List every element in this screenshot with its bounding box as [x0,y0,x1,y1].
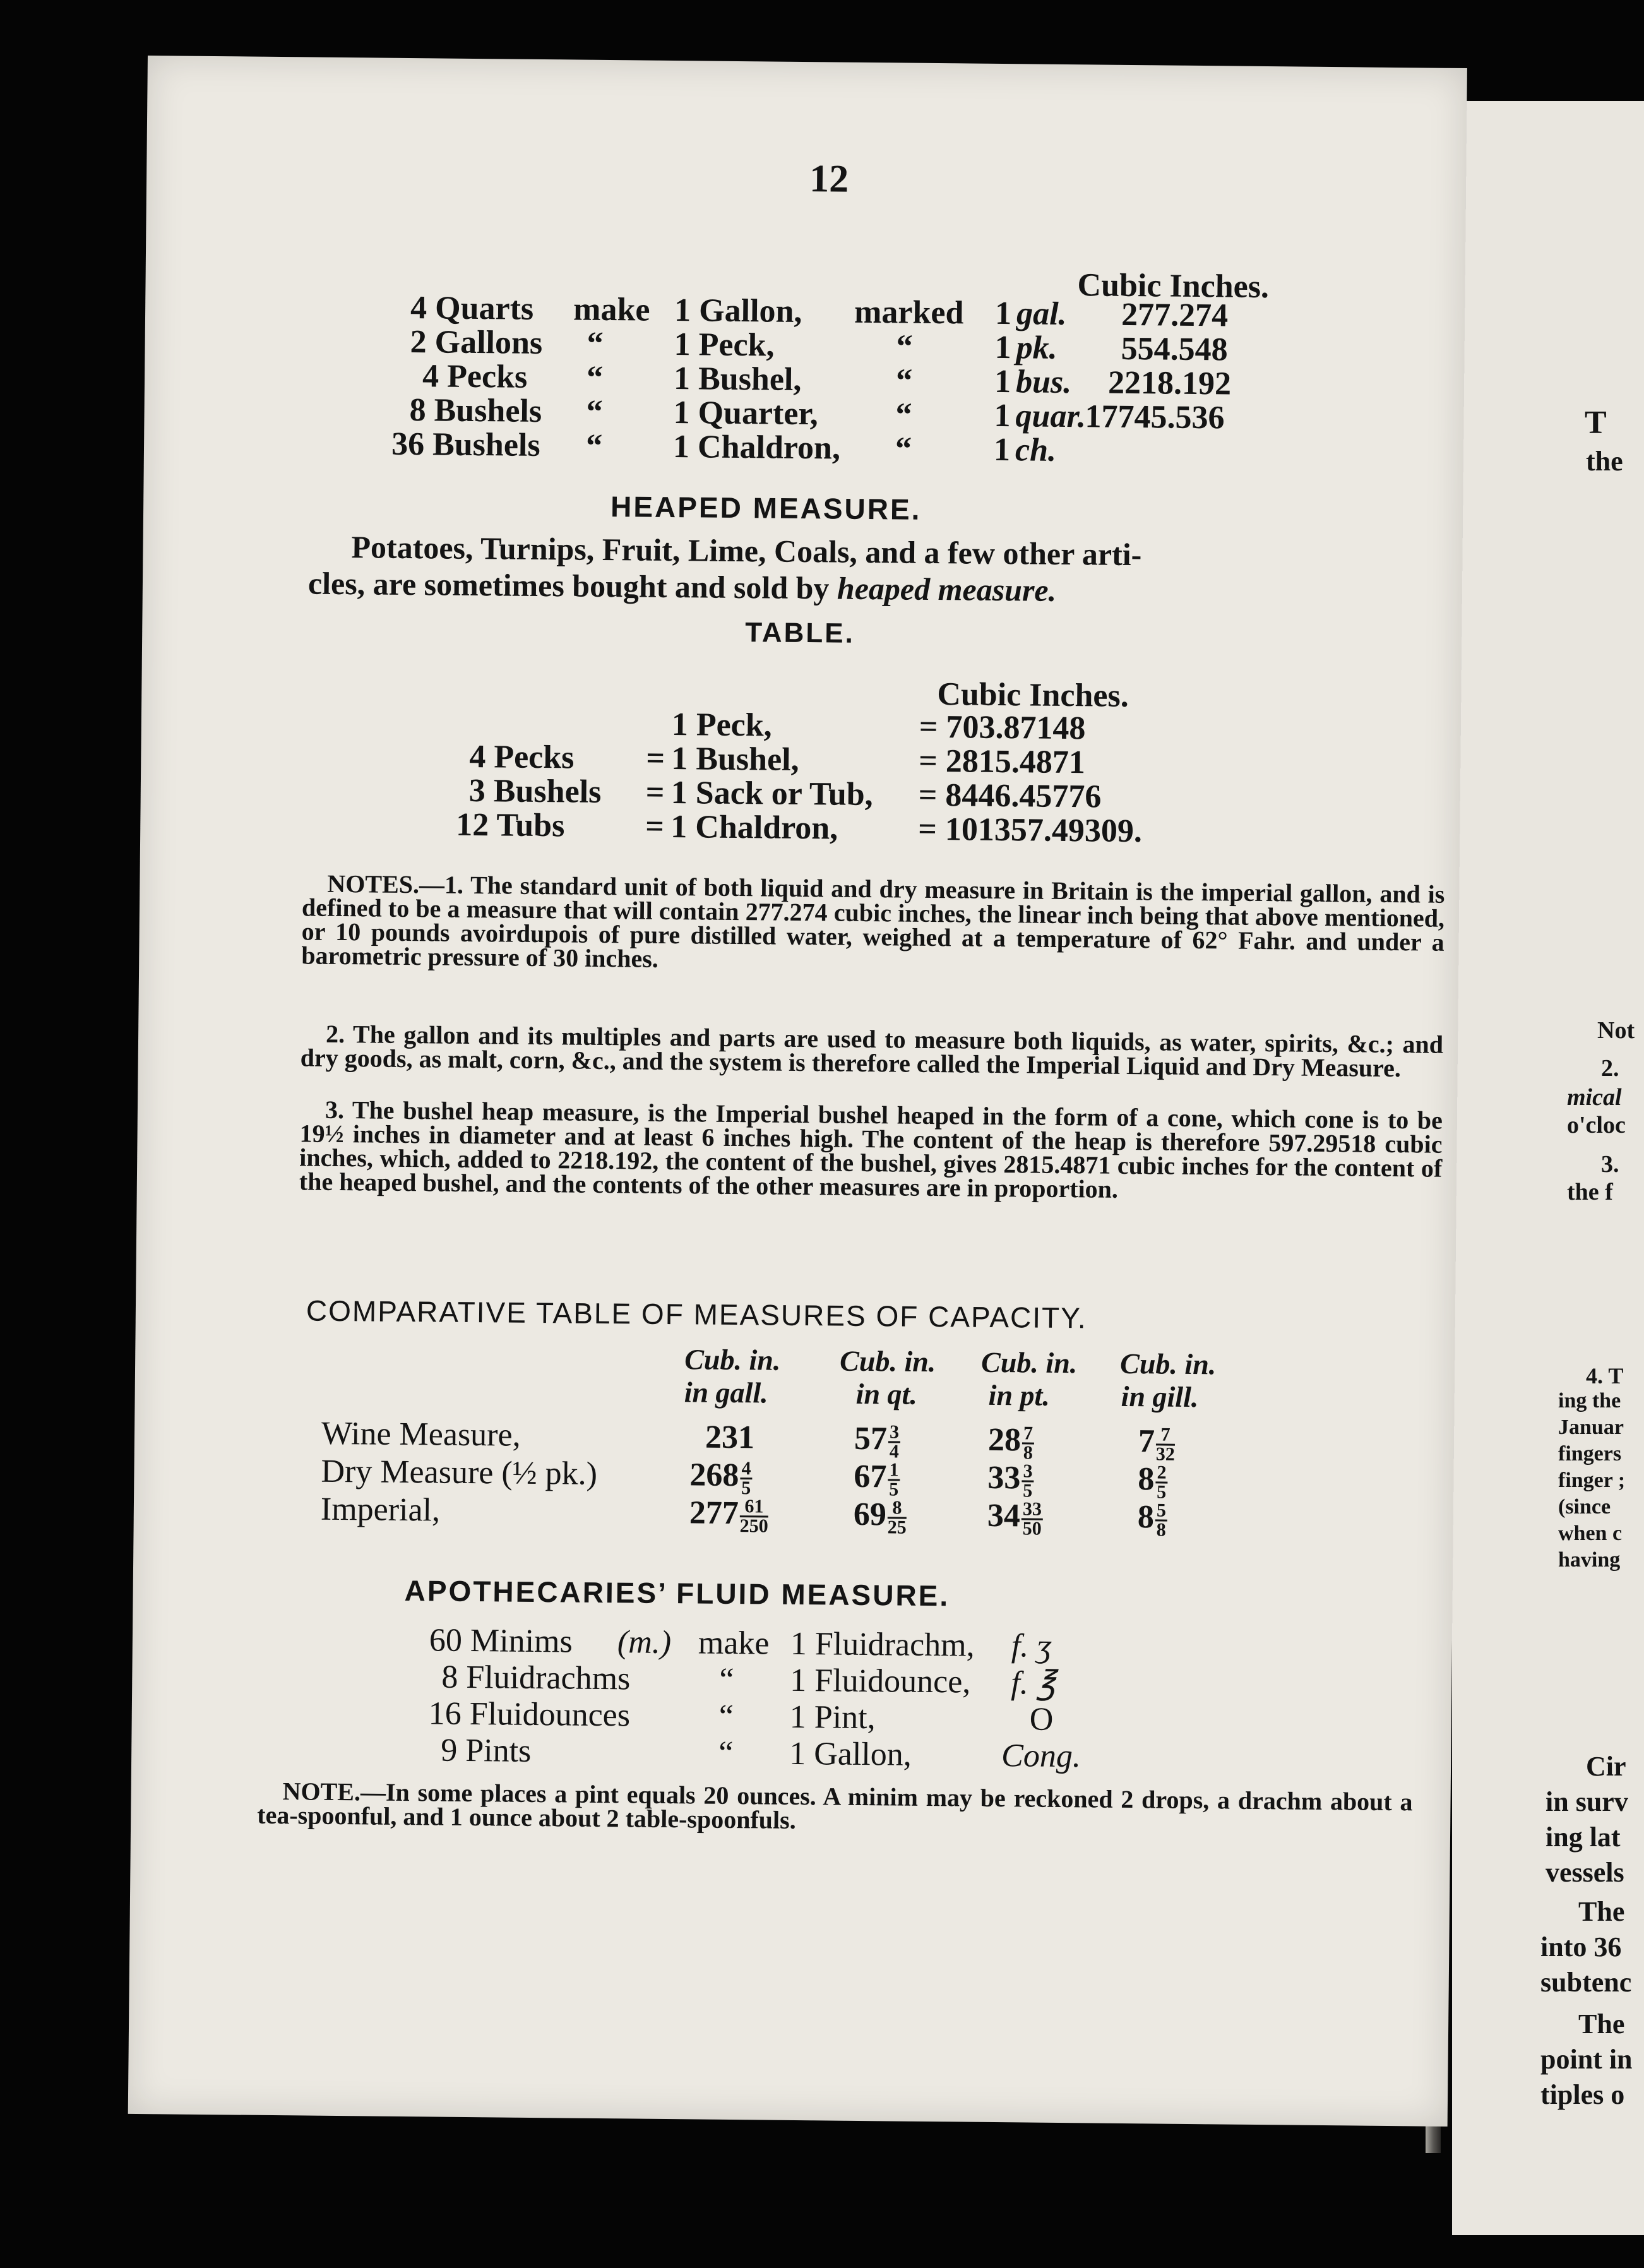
unit: 1 Fluidounce, [790,1662,971,1700]
qty: 4 Quarts [410,290,534,327]
heaped-intro-line-1: Potatoes, Turnips, Fruit, Lime, Coals, and a few other arti- [351,529,1142,573]
denominator: 50 [1022,1517,1042,1539]
denominator: 8 [1156,1519,1166,1541]
adjacent-line: 3. [1601,1151,1619,1178]
abbr: gal. [1016,295,1067,332]
adjacent-line: vessels [1546,1857,1624,1888]
value-pt [988,1421,1035,1462]
abbr-count: 1 [993,431,1011,469]
qty: 8 Bushels [409,392,542,430]
denominator: 8 [1023,1441,1033,1464]
numerator: 61 [740,1498,768,1517]
unit: 1 Chaldron, [672,429,841,467]
col-header-pt: Cub. in. [980,1346,1078,1380]
marked: “ [895,397,912,433]
qty: 36 Bushels [391,426,540,463]
symbol: f. ℥ [1011,1665,1056,1702]
unit: 1 Bushel, [673,361,802,398]
whole: 69 [853,1496,887,1533]
adjacent-page [1452,101,1644,2235]
abbr: bus. [1015,364,1072,401]
col-header-gall [684,1342,781,1376]
numerator: 4 [740,1460,752,1479]
value-qt [854,1458,900,1498]
unit: 1 Gallon, [789,1735,912,1773]
unit: 1 Gallon, [674,292,802,330]
symbol: O [1029,1701,1054,1738]
cubic-inches: = 101357.49309. [918,811,1143,850]
whole: 67 [854,1458,887,1495]
heaped-intro-line-2 [308,564,1057,608]
note-1: NOTES.—1. The standard unit of both liquid and dry measure in Britain is the imperial gallon, and is defined to be a measure that will contain 277.274 cubic inches, the linear inch being that above mentioned, or 10 pounds avoirdupois of pure distilled water, weighed at a temperature of 62° Fahr. and under a barometric pressure of 30 inches. [301,869,1445,973]
qty: 8 Fluidrachms [441,1659,631,1697]
adjacent-line: having [1558,1548,1621,1572]
adjacent-line: ing the [1558,1389,1621,1412]
unit: 1 Pint, [789,1698,876,1736]
unit: 1 Chaldron, [670,809,838,847]
denominator: 25 [887,1516,907,1538]
adjacent-line: in surv [1546,1786,1628,1817]
adjacent-line: mical [1567,1084,1622,1111]
unit: 1 Peck, [674,326,775,364]
adjacent-line: (since [1558,1495,1611,1519]
numerator: 2 [1155,1464,1167,1483]
denominator: 5 [889,1478,899,1500]
cubic-inches: = 2815.4871 [919,743,1086,781]
adjacent-line: into 36 [1540,1931,1622,1962]
row-label: Wine Measure, [321,1415,521,1453]
adjacent-line: The [1578,1896,1625,1927]
adjacent-line: Cir [1586,1751,1626,1782]
unit: 1 Peck, [671,707,772,744]
adjacent-line: Not [1597,1017,1635,1044]
adjacent-line: ing lat [1546,1822,1621,1853]
adjacent-line: 4. T [1586,1363,1624,1388]
numerator: 5 [1155,1501,1167,1521]
qty: 9 Pints [440,1732,532,1769]
whole: 8 [1137,1499,1155,1536]
heaped-intro-text: cles, are sometimes bought and sold by [307,565,830,606]
numerator: 3 [1022,1462,1033,1482]
denominator: 5 [741,1477,751,1498]
qty: 4 Pecks [422,358,528,395]
fraction [1022,1500,1044,1537]
qty: 2 Gallons [410,324,543,362]
comparative-title: COMPARATIVE TABLE OF MEASURES OF CAPACITY. [306,1294,1087,1335]
page-number: 12 [809,157,849,201]
numerator: 7 [1156,1426,1175,1445]
cubic-inches: 554.548 [1121,330,1228,368]
adjacent-line: Januar [1558,1416,1624,1439]
qty: 12 Tubs [456,806,565,844]
numerator: 33 [1022,1500,1043,1520]
value-gill [1138,1498,1168,1539]
operator: “ [718,1698,734,1735]
adjacent-line: 2. [1601,1055,1619,1082]
abbr: ch. [1015,432,1057,469]
adjacent-line: the [1586,446,1623,477]
cubic-inches: = 703.87148 [919,708,1086,747]
marked: “ [896,328,913,365]
book-page [128,56,1467,2127]
whole: 8 [1138,1461,1155,1498]
col-header-qt: Cub. in. [839,1344,936,1378]
adjacent-line: finger ; [1558,1469,1626,1492]
row-label: Dry Measure (½ pk.) [321,1453,598,1492]
fraction [739,1495,769,1537]
denominator: 250 [739,1515,768,1537]
denominator: 32 [1155,1443,1175,1465]
note-3: 3. The bushel heap measure, is the Imperial bushel heaped in the form of a cone, which cone is to be 19½ inches in diameter and at least 6 inches high. The content of the heap is therefore 597.29518 cubic inches, which, added to 2218.192, the content of the bushel, gives 2815.4871 cubic inches for the content of the heaped bushel, and the contents of the other measures are in proportion. [299,1095,1443,1203]
numerator: 1 [888,1461,900,1481]
dry-measure-header: Cubic Inches. [1077,267,1270,306]
denominator: 5 [1023,1479,1033,1501]
value-gall [689,1494,769,1535]
numerator: 3 [888,1423,900,1443]
adjacent-line: o'cloc [1567,1112,1626,1138]
denominator: 5 [1157,1481,1167,1503]
value-qt [854,1420,901,1460]
unit: 1 Bushel, [671,741,799,778]
col-header-pt-sub: in pt. [988,1378,1051,1412]
equals: = [646,740,665,777]
cubic-inches: 277.274 [1121,296,1229,334]
value-qt [854,1496,907,1536]
qty: 16 Fluidounces [428,1695,631,1734]
fraction [1155,1464,1168,1501]
fraction [1022,1424,1035,1462]
fraction [1022,1462,1034,1500]
cubic-inches: 17745.536 [1085,398,1225,436]
abbr-count: 1 [994,397,1011,434]
cubic-inches: 2218.192 [1107,364,1232,402]
unit: 1 Sack or Tub, [670,775,873,813]
abbr-count: 1 [994,295,1012,332]
numerator: 7 [1022,1424,1034,1444]
adjacent-line: point in [1540,2044,1633,2075]
operator: “ [587,325,604,362]
fraction [1156,1426,1176,1463]
operator: “ [586,393,603,430]
qty: 3 Bushels [468,772,602,810]
qty: 60 Minims [429,1622,573,1660]
whole: 28 [987,1421,1022,1459]
abbr: pk. [1016,330,1057,366]
qty: 4 Pecks [469,738,575,776]
col-header-gill-sub: in gill. [1121,1380,1199,1414]
col-header-gill: Cub. in. [1119,1347,1217,1381]
whole: 33 [987,1459,1021,1496]
whole: 277 [689,1495,739,1532]
operator: “ [585,427,603,464]
note-2: 2. The gallon and its multiples and parts are used to measure both liquids, as water, spirits, &c.; and dry goods, as malt, corn, &c., and the system is therefore called the Imperial Liquid and Dry Measure. [300,1019,1444,1083]
whole: 57 [854,1420,888,1457]
cubic-inches: = 8446.45776 [918,777,1102,815]
equals: = [645,808,665,845]
apothecaries-note: NOTE.—In some places a pint equals 20 ounces. A minim may be reckoned 2 drops, a drachm about a tea-spoonful, and 1 ounce about 2 table-spoonfuls. [257,1777,1413,1834]
operator: “ [719,1661,734,1698]
value-gall: 231 [705,1419,755,1456]
adjacent-line: the f [1567,1179,1613,1205]
col-header-qt-sub: in qt. [855,1377,918,1411]
abbr: quar. [1015,398,1087,435]
adjacent-line: fingers [1558,1442,1622,1465]
unit: 1 Quarter, [673,395,819,433]
marked: marked [854,294,964,331]
heaped-table-header: Cubic Inches. [937,676,1129,714]
whole: 7 [1138,1423,1155,1460]
heaped-table-title: TABLE. [745,617,855,649]
whole: 34 [987,1497,1021,1534]
adjacent-line: tiples o [1540,2079,1625,2110]
col-header-gall-sub: in gall. [684,1376,768,1409]
adjacent-line: T [1585,405,1607,441]
col-header-line: Cub. in. [684,1343,781,1376]
fraction [888,1461,900,1498]
abbr: (m.) [617,1624,672,1661]
denominator: 4 [889,1440,899,1462]
row-label: Imperial, [320,1491,441,1529]
adjacent-line: when c [1558,1522,1623,1545]
adjacent-line: subtenc [1540,1967,1632,1998]
marked: “ [895,362,913,399]
marked: “ [895,431,912,467]
operator: make [698,1625,770,1662]
heaped-intro-italic: heaped measure. [837,570,1057,608]
numerator: 8 [888,1499,907,1519]
unit: 1 Fluidrachm, [790,1625,975,1664]
value-gall [689,1456,753,1497]
adjacent-line: The [1578,2008,1625,2039]
heaped-measure-title: HEAPED MEASURE. [610,490,922,526]
symbol: Cong. [1001,1738,1081,1775]
symbol: f. ʒ [1011,1628,1052,1664]
fraction [888,1423,901,1460]
operator: “ [586,359,604,396]
value-gill [1138,1423,1176,1463]
fraction [887,1496,907,1538]
operator: make [573,291,650,328]
fraction [740,1457,753,1498]
apothecaries-title: APOTHECARIES’ FLUID MEASURE. [404,1574,950,1613]
value-pt [987,1459,1034,1500]
operator: “ [718,1734,734,1772]
whole: 268 [689,1457,739,1494]
equals: = [645,774,665,811]
value-gill [1138,1460,1168,1501]
value-pt [987,1497,1044,1537]
fraction [1155,1501,1168,1539]
abbr-count: 1 [994,329,1011,366]
abbr-count: 1 [994,363,1011,400]
